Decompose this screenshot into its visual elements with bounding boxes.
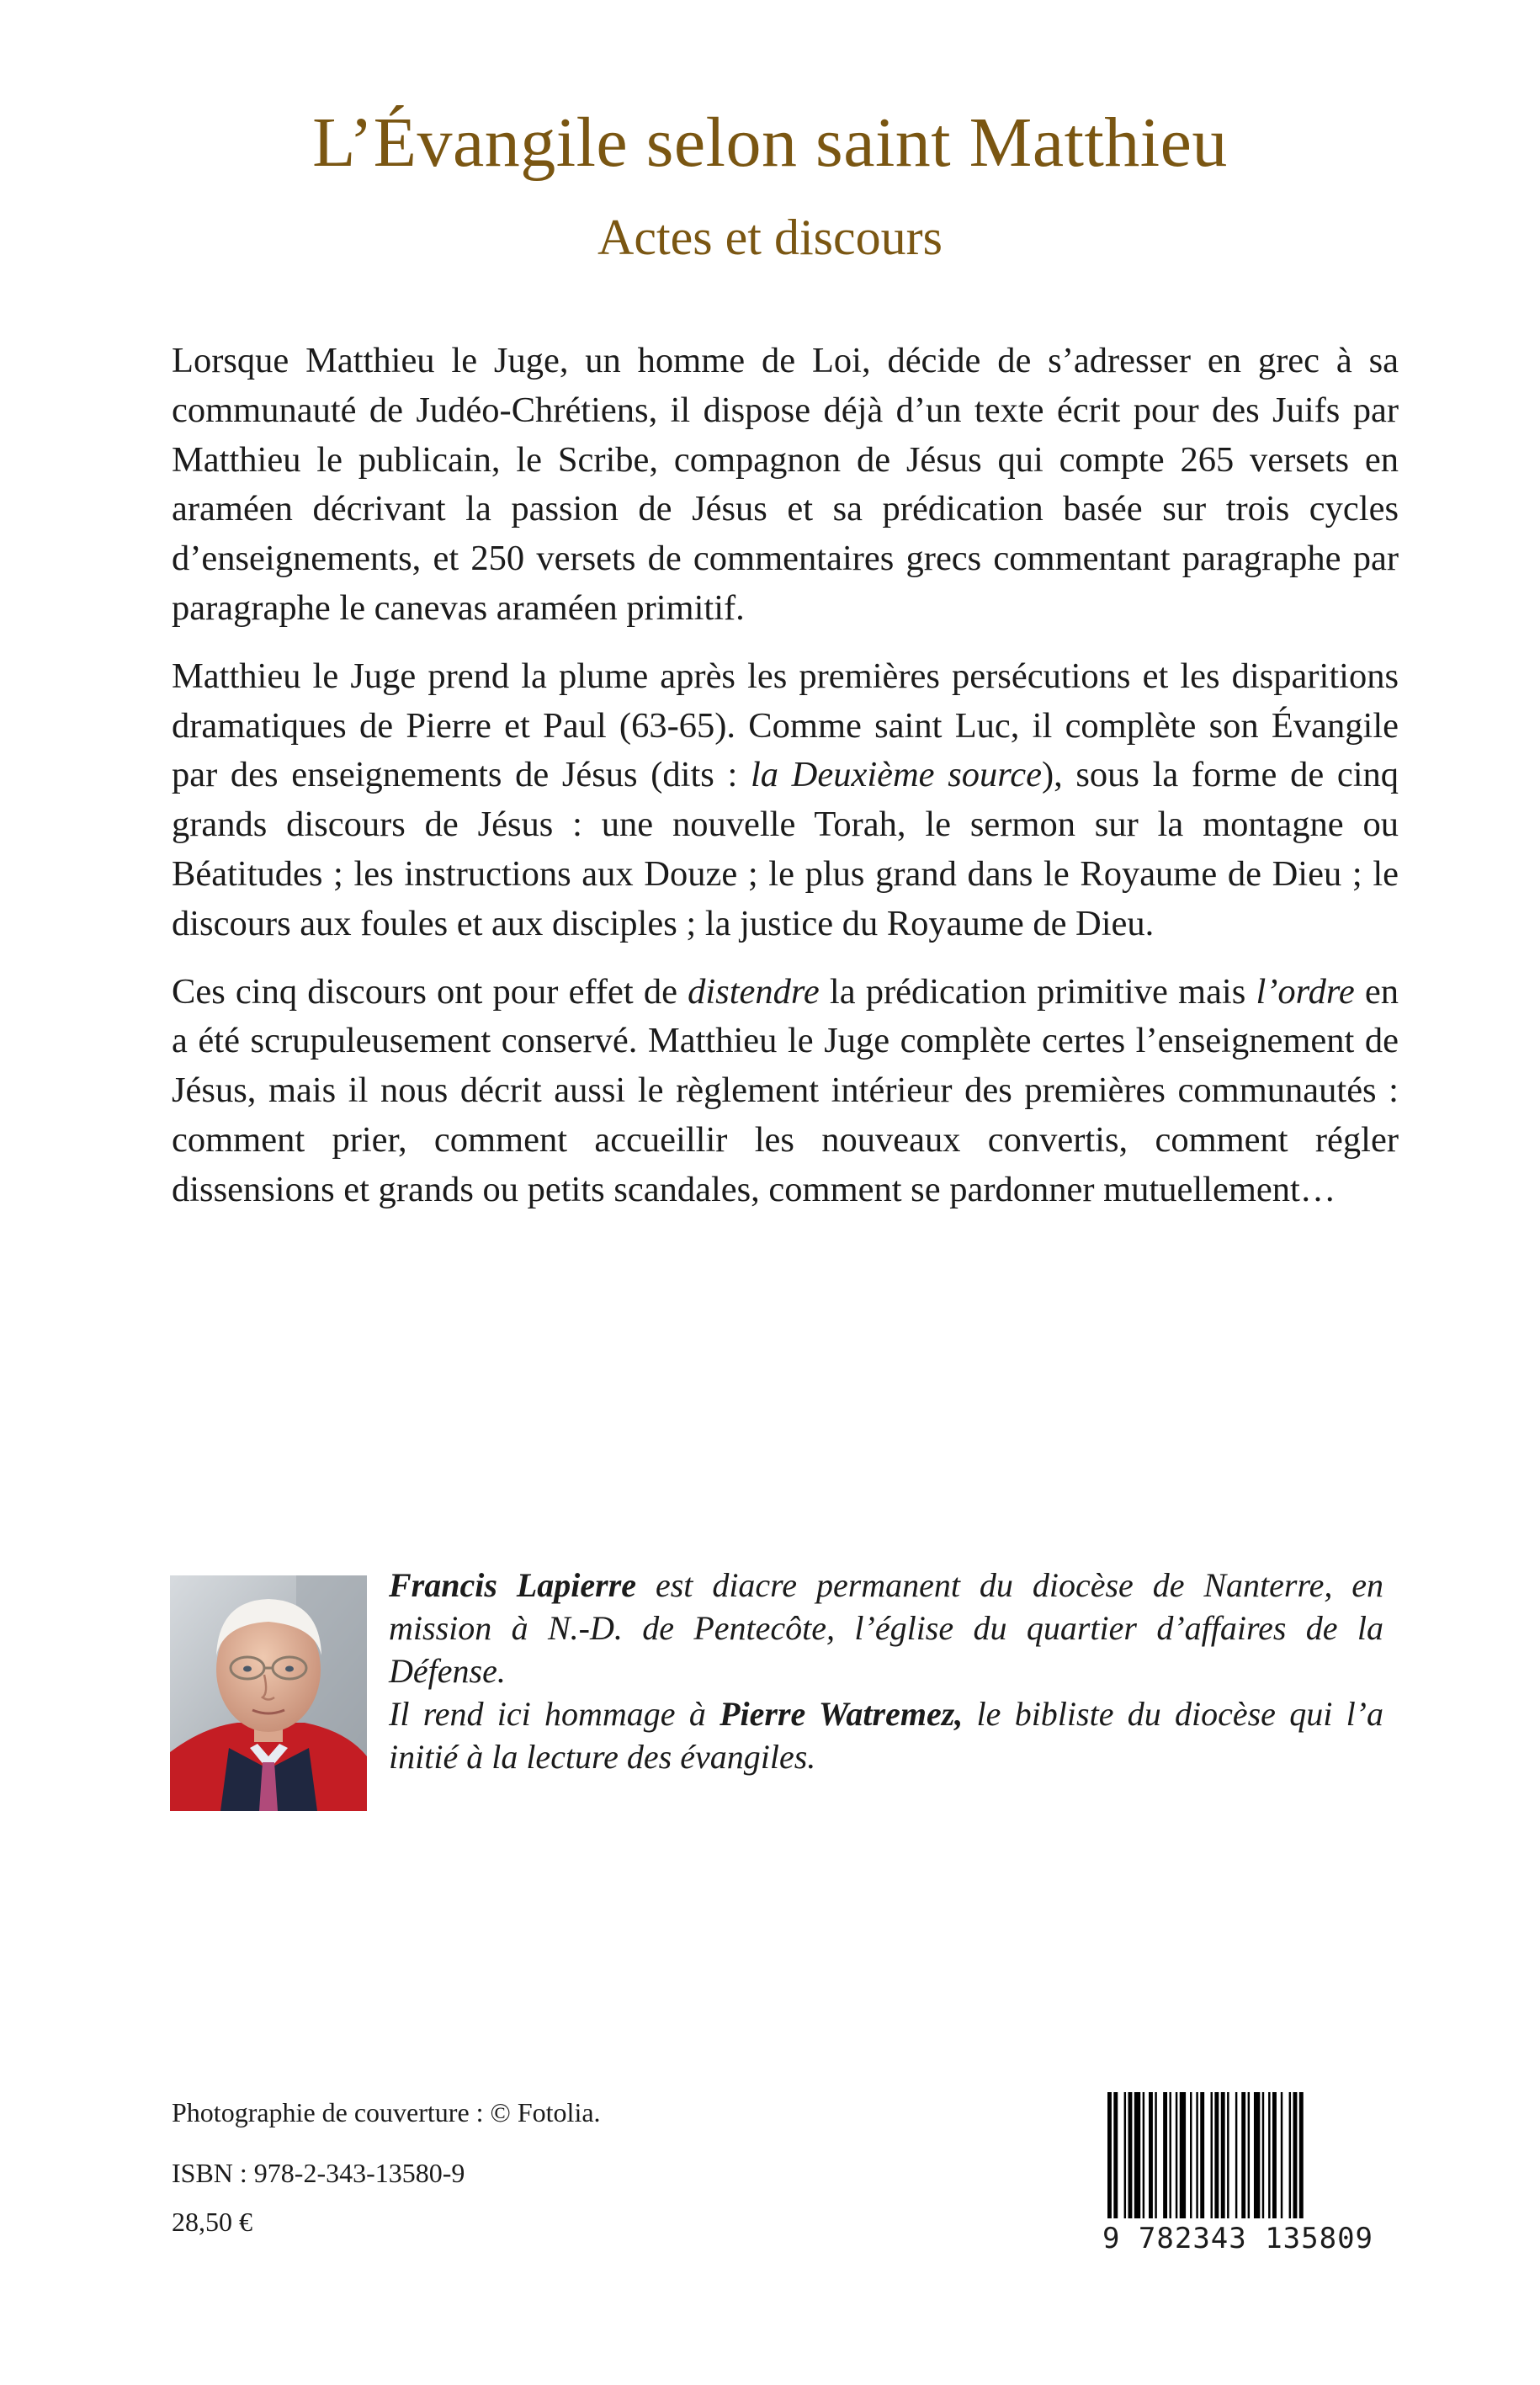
barcode-bar — [1170, 2092, 1171, 2218]
barcode-bar — [1134, 2092, 1140, 2218]
barcode-bar — [1235, 2092, 1237, 2218]
barcode-bar — [1268, 2092, 1270, 2218]
book-subtitle: Actes et discours — [597, 210, 943, 265]
barcode-bar — [1227, 2092, 1229, 2218]
paragraph-text: la prédication primitive mais — [819, 971, 1256, 1012]
author-bio-text: Il rend ici hommage à — [389, 1695, 720, 1733]
paragraph-text: ), sous la forme de cinq grands discours de Jésus : une nouvelle Torah, le sermon sur la montagne ou Béatitudes ; les instructions aux Douze ; le plus grand dans le Royaume de Dieu ; le discours aux foules et aux disciples ; la justice du Royaume de Dieu. — [172, 755, 1399, 943]
barcode-bar — [1281, 2092, 1282, 2218]
author-bio-paragraph-2 — [389, 1692, 1383, 1778]
photo-credit: Photographie de couverture : © Fotolia. — [172, 2097, 601, 2127]
barcode-bar — [1211, 2092, 1213, 2218]
barcode-bar — [1289, 2092, 1291, 2218]
barcode-bar — [1272, 2092, 1277, 2218]
barcode-bar — [1107, 2092, 1112, 2218]
synopsis-paragraph-2 — [172, 652, 1399, 949]
barcode-bar — [1221, 2092, 1225, 2218]
barcode-bar — [1163, 2092, 1167, 2218]
barcode-bar — [1143, 2092, 1144, 2218]
price: 28,50 € — [172, 2207, 252, 2237]
barcode-bar — [1254, 2092, 1260, 2218]
author-bio-text: est diacre permanent du diocèse de Nanterre, en mission à N.-D. de Pentecôte, l’église du quartier d’affaires de la Défense. — [389, 1566, 1384, 1690]
barcode-bar — [1190, 2092, 1192, 2218]
author-bio-text: le bibliste du diocèse qui l’a initié à la lecture des évangiles. — [389, 1695, 1383, 1776]
synopsis-paragraph-1: Lorsque Matthieu le Juge, un homme de Loi, décide de s’adresser en grec à sa communauté de Judéo-Chrétiens, il dispose déjà d’un texte écrit pour des Juifs par Matthieu le publicain, le Scribe, compagnon de Jésus qui compte 265 versets en araméen décrivant la passion de Jésus et sa prédication basée sur trois cycles d’enseignements, et 250 versets de commentaires grecs commentant paragraphe par paragraphe le canevas araméen primitif. — [172, 341, 1399, 628]
barcode-bar — [1214, 2092, 1219, 2218]
mentor-name: Pierre Watremez, — [720, 1695, 964, 1733]
emphasis-text: distendre — [688, 971, 820, 1012]
author-name: Francis Lapierre — [389, 1566, 637, 1604]
barcode-bar — [1149, 2092, 1153, 2218]
synopsis — [172, 337, 1399, 1234]
author-photo — [170, 1575, 367, 1811]
paragraph-text: Matthieu le Juge prend la plume après les premières persécutions et les disparitions dramatiques de Pierre et Paul (63-65). Comme saint Luc, il complète son Évangile par des enseignements de Jésus (dits : — [172, 656, 1399, 795]
barcode-bar — [1180, 2092, 1186, 2218]
barcode-bar — [1241, 2092, 1245, 2218]
barcode-bar — [1155, 2092, 1156, 2218]
paragraph-text: Ces cinq discours ont pour effet de — [172, 971, 688, 1012]
barcode-digits: 9 782343 135809 — [1099, 2222, 1377, 2255]
author-bio-paragraph-1 — [389, 1564, 1383, 1692]
barcode-bar — [1124, 2092, 1126, 2218]
barcode-bar — [1113, 2092, 1118, 2218]
barcode-bar — [1196, 2092, 1197, 2218]
paragraph-text: en a été scrupuleusement conservé. Matthieu le Juge complète certes l’enseignement de Jésus, mais il nous décrit aussi le règlement intérieur des premières communautés : comment prier, comment accueillir les nouveaux convertis, comment régler dissensions et grands ou petits scandales, comment se pardonner mutuellement… — [172, 971, 1399, 1209]
barcode-bar — [1293, 2092, 1298, 2218]
emphasis-text: la Deuxième source — [750, 755, 1042, 795]
barcode-bar — [1248, 2092, 1250, 2218]
barcode-bar — [1262, 2092, 1264, 2218]
barcode-bar — [1128, 2092, 1133, 2218]
book-title: L’Évangile selon saint Matthieu — [312, 104, 1228, 182]
author-bio — [389, 1564, 1383, 1778]
isbn: ISBN : 978-2-343-13580-9 — [172, 2158, 465, 2188]
barcode-bar — [1200, 2092, 1204, 2218]
barcode-bar — [1176, 2092, 1177, 2218]
synopsis-paragraph-3 — [172, 968, 1399, 1215]
emphasis-text: l’ordre — [1256, 971, 1355, 1012]
barcode-bar — [1299, 2092, 1304, 2218]
